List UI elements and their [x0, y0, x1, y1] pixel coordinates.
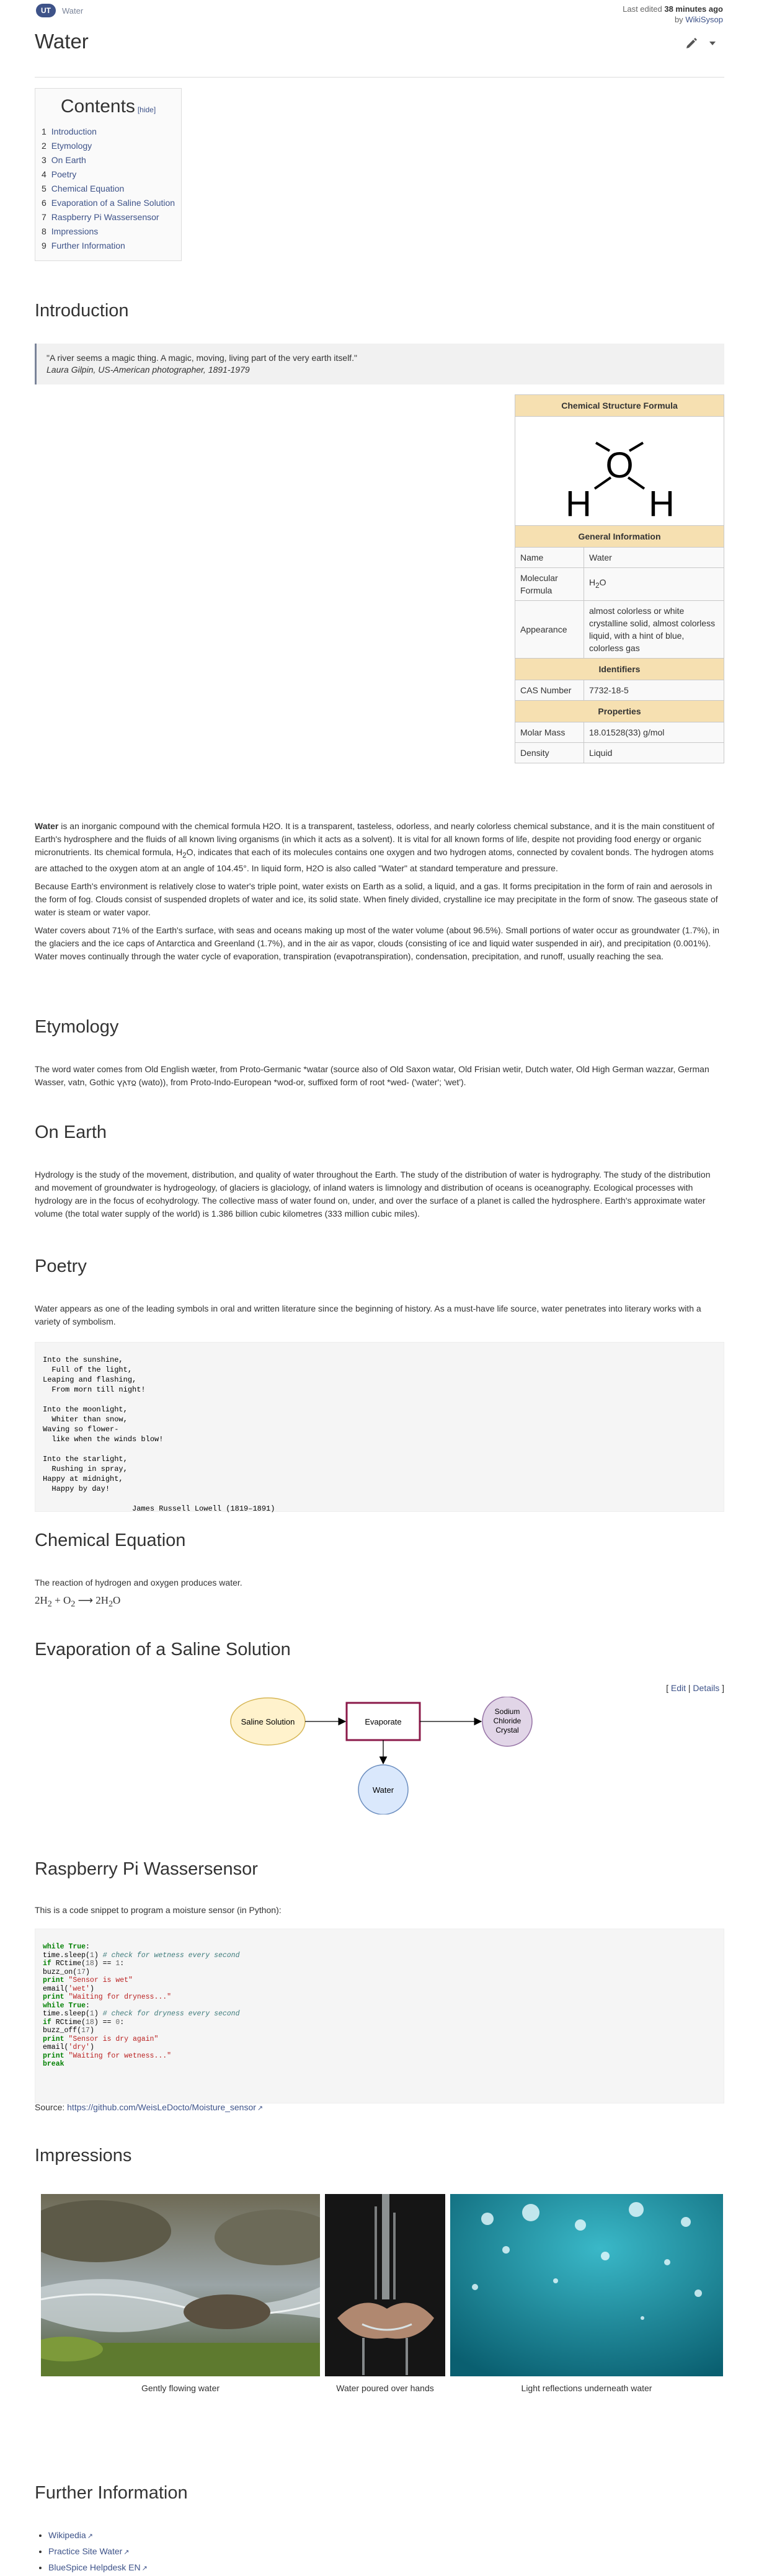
toc-item[interactable]: 3 On Earth — [42, 155, 86, 165]
gallery-item[interactable] — [41, 2194, 320, 2393]
svg-text:Crystal: Crystal — [495, 1726, 519, 1734]
list-item — [48, 2560, 724, 2576]
toc-link[interactable]: Poetry — [51, 169, 77, 179]
label-molar-mass: Molar Mass — [515, 722, 584, 743]
gallery-item[interactable] — [450, 2194, 723, 2393]
toc-title: Contents — [60, 96, 135, 117]
diagram-details-link[interactable]: Details — [693, 1683, 720, 1693]
label-cas: CAS Number — [515, 680, 584, 701]
heading-poetry: Poetry — [35, 1256, 87, 1276]
on-earth-text: Hydrology is the study of the movement, distribution, and quality of water throughout the Earth. The study of the distribution of water is hydrography. The study of the distribution and movement of groundwater is hydrogeology, of glaciers is glaciology, of inland waters is limnology and distribution of oceans is oceanography. Ecological processes with hydrology are in the focus of ecohydrology. The collective mass of water found on, under, and over the surface of a planet is called the hydrosphere. Earth's approximate water volume (the total water supply of the world) is 1.386 billion cubic kilometres (333 million cubic miles). — [35, 1170, 711, 1219]
last-edited-time[interactable]: 38 minutes ago — [664, 4, 723, 14]
diagram-edit-link[interactable]: Edit — [670, 1683, 686, 1693]
intro-paragraph-1: Water is an inorganic compound with the chemical formula H2O. It is a transparent, tasteless, odorless, and nearly colorless chemical substance, and it is the main constituent of Earth's hydrosphere and the fluids of all known living organisms (in which it acts as a solvent). It is vital for all known forms of life, despite not providing food energy or organic micronutrients. Its chemical formula, $H_2O$, indicates that each of its molecules contains one oxygen and two hydrogen atoms, connected by covalent bonds. The hydrogen atoms are attached to the oxygen atom at an angle of 104.45°. In liquid form, H2O is also called "Water" at standard temperature and pressure. — [35, 821, 714, 873]
heading-impressions: Impressions — [35, 2146, 132, 2165]
equation-text: The reaction of hydrogen and oxygen produces water. — [35, 1578, 242, 1588]
node-water-label: Water — [372, 1785, 394, 1795]
chemical-infobox — [515, 394, 724, 763]
gallery-item[interactable] — [325, 2194, 445, 2393]
toc-item[interactable]: 6 Evaporation of a Saline Solution — [42, 198, 175, 208]
infobox-header-general: General Information — [515, 526, 724, 548]
table-of-contents — [35, 88, 182, 261]
last-editor-link[interactable]: WikiSysop — [685, 15, 723, 24]
source-line: Source: https://github.com/WeisLeDocto/Moisture_sensor ↗ — [35, 2102, 264, 2112]
node-saline-label: Saline Solution — [241, 1717, 295, 1726]
value-cas: 7732-18-5 — [584, 680, 724, 701]
toc-link[interactable]: Etymology — [51, 141, 92, 151]
toc-link[interactable]: Raspberry Pi Wassersensor — [51, 212, 159, 222]
hydrogen-atom-right: H — [649, 484, 675, 522]
infobox-header-properties: Properties — [515, 701, 724, 722]
link-practice-site[interactable]: Practice Site Water — [48, 2546, 123, 2556]
intro-paragraph-3: Water covers about 71% of the Earth's surface, with seas and oceans making up most of the water volume (about 96.5%). Small portions of water occur as groundwater (1.7%), in the glaciers and the ice caps of Antarctica and Greenland (1.7%), and in the air as vapor, clouds (consisting of ice and liquid water suspended in air), and precipitation (0.001%). Water moves continually through the water cycle of evaporation, transpiration (evapotranspiration), condensation, precipitation, and runoff, usually reaching the sea. — [35, 925, 720, 961]
top-bar — [0, 0, 759, 25]
heading-etymology: Etymology — [35, 1017, 119, 1037]
svg-text:Chloride: Chloride — [493, 1717, 522, 1725]
title-actions — [683, 36, 721, 50]
toc-link[interactable]: Impressions — [51, 226, 99, 236]
page-title: Water — [35, 30, 89, 53]
image-gallery — [41, 2194, 724, 2393]
toc-item[interactable]: 4 Poetry — [42, 169, 77, 179]
hydrogen-atom-left: H — [566, 484, 592, 522]
value-formula: $H_2O$ — [584, 568, 724, 601]
title-divider — [35, 77, 724, 78]
hands-water-image[interactable] — [325, 2194, 445, 2376]
heading-on-earth: On Earth — [35, 1122, 107, 1142]
last-edited-info: Last edited 38 minutes ago by WikiSysop — [623, 4, 723, 24]
toc-link[interactable]: On Earth — [51, 155, 86, 165]
caption-flowing-water: Gently flowing water — [141, 2383, 220, 2393]
further-links — [35, 2528, 724, 2576]
diagram-links: [ Edit | Details ] — [666, 1683, 724, 1693]
underwater-image[interactable] — [450, 2194, 723, 2376]
chevron-down-icon[interactable] — [709, 42, 716, 45]
evaporation-diagram — [35, 1697, 724, 1814]
quote-author: Laura Gilpin, US-American photographer, 1891-1979 — [47, 365, 250, 375]
external-link-icon: ↗ — [123, 2549, 130, 2556]
external-link-icon: ↗ — [257, 2105, 264, 2112]
value-appearance: almost colorless or white crystalline solid, almost colorless liquid, with a hint of blue, colorless gas — [584, 601, 724, 659]
poetry-intro: Water appears as one of the leading symbols in oral and written literature since the beginning of history. As a must-have life source, water penetrates into literary works with a variety of symbolism. — [35, 1304, 701, 1326]
list-item — [48, 2544, 724, 2560]
label-appearance: Appearance — [515, 601, 584, 659]
poem-block: Into the sunshine, Full of the light, Leaping and flashing, From morn till night! Into the moonlight, Whiter than snow, Waving so flower- like when the winds blow! Into the starlight, Rushing in spray, Happy at midnight, Happy by day! James Russell Lowell (1819–1891) — [35, 1342, 724, 1512]
chemical-equation: $2H_2 + O_2$ ⟶ $2H_2O$ — [35, 1594, 121, 1609]
node-evaporate-label: Evaporate — [365, 1717, 402, 1726]
etymology-text: The word water comes from Old English wæter, from Proto-Germanic *watar (source also of Old Saxon watar, Old Frisian wetir, Dutch water, Old High German wazzar, German Wasser, vatn, Gothic 𐍅𐌰𐍄𐍉 (wato)), from Proto-Indo-European *wod-or, suffixed form of root *wed- ('water'; 'wet'). — [35, 1064, 709, 1087]
link-helpdesk[interactable]: BlueSpice Helpdesk EN — [48, 2562, 141, 2572]
toc-item[interactable]: 8 Impressions — [42, 226, 99, 236]
infobox-header-identifiers: Identifiers — [515, 659, 724, 680]
toc-list — [42, 125, 175, 253]
heading-evaporation: Evaporation of a Saline Solution — [35, 1640, 291, 1659]
caption-underwater: Light reflections underneath water — [521, 2383, 652, 2393]
external-link-icon: ↗ — [87, 2533, 93, 2540]
toc-item[interactable]: 9 Further Information — [42, 241, 125, 251]
edit-pencil-icon[interactable] — [686, 38, 697, 48]
label-name: Name — [515, 548, 584, 568]
external-link-icon: ↗ — [141, 2565, 148, 2572]
svg-text:Sodium: Sodium — [494, 1707, 520, 1716]
toc-link[interactable]: Chemical Equation — [51, 184, 125, 193]
toc-link[interactable]: Introduction — [51, 127, 97, 136]
heading-raspberry-pi: Raspberry Pi Wassersensor — [35, 1859, 258, 1879]
heading-further-information: Further Information — [35, 2483, 188, 2503]
link-wikipedia[interactable]: Wikipedia — [48, 2530, 86, 2540]
caption-hands-water: Water poured over hands — [336, 2383, 434, 2393]
heading-chemical-equation: Chemical Equation — [35, 1530, 186, 1550]
namespace-badge[interactable]: UT — [36, 4, 56, 17]
intro-paragraph-2: Because Earth's environment is relatively close to water's triple point, water exists on Earth as a solid, a liquid, and a gas. It forms precipitation in the form of rain and aerosols in the form of fog. Clouds consist of suspended droplets of water and ice, its solid state. When finely divided, crystalline ice may precipitate in the form of snow. The gaseous state of water is steam or water vapor. — [35, 881, 718, 917]
toc-link[interactable]: Further Information — [51, 241, 125, 251]
source-link[interactable]: https://github.com/WeisLeDocto/Moisture_sensor — [67, 2102, 256, 2112]
raspberry-intro: This is a code snippet to program a moisture sensor (in Python): — [35, 1905, 282, 1915]
list-item — [48, 2528, 724, 2544]
python-code-block: while True: time.sleep(1) # check for wetness every second if RCtime(18) == 1: buzz_on(17) print "Sensor is wet" email('wet') print "Waiting for dryness..." while True: time.sleep(1) # check for dryness every second if RCtime(18) == 0: buzz_off(17) print "Sensor is dry again" email('dry') print "Waiting for wetness..." break — [35, 1929, 724, 2103]
toc-item[interactable]: 7 Raspberry Pi Wassersensor — [42, 212, 159, 222]
toc-item[interactable]: 5 Chemical Equation — [42, 184, 125, 193]
molecule-structure-image — [515, 417, 724, 526]
value-density: Liquid — [584, 743, 724, 763]
value-name: Water — [584, 548, 724, 568]
intro-quote — [35, 344, 724, 384]
value-molar-mass: 18.01528(33) g/mol — [584, 722, 724, 743]
label-density: Density — [515, 743, 584, 763]
oxygen-atom: O — [605, 445, 634, 486]
heading-introduction: Introduction — [35, 301, 129, 321]
infobox-header-structure: Chemical Structure Formula — [515, 395, 724, 417]
breadcrumb[interactable]: Water — [62, 6, 84, 16]
toc-link[interactable]: Evaporation of a Saline Solution — [51, 198, 175, 208]
toc-hide-toggle[interactable]: [hide] — [137, 105, 156, 114]
toc-item[interactable]: 2 Etymology — [42, 141, 92, 151]
quote-text: "A river seems a magic thing. A magic, moving, living part of the very earth itself." — [47, 353, 357, 363]
toc-item[interactable]: 1 Introduction — [42, 127, 97, 136]
flowing-water-image[interactable] — [41, 2194, 320, 2376]
label-formula: Molecular Formula — [515, 568, 584, 601]
